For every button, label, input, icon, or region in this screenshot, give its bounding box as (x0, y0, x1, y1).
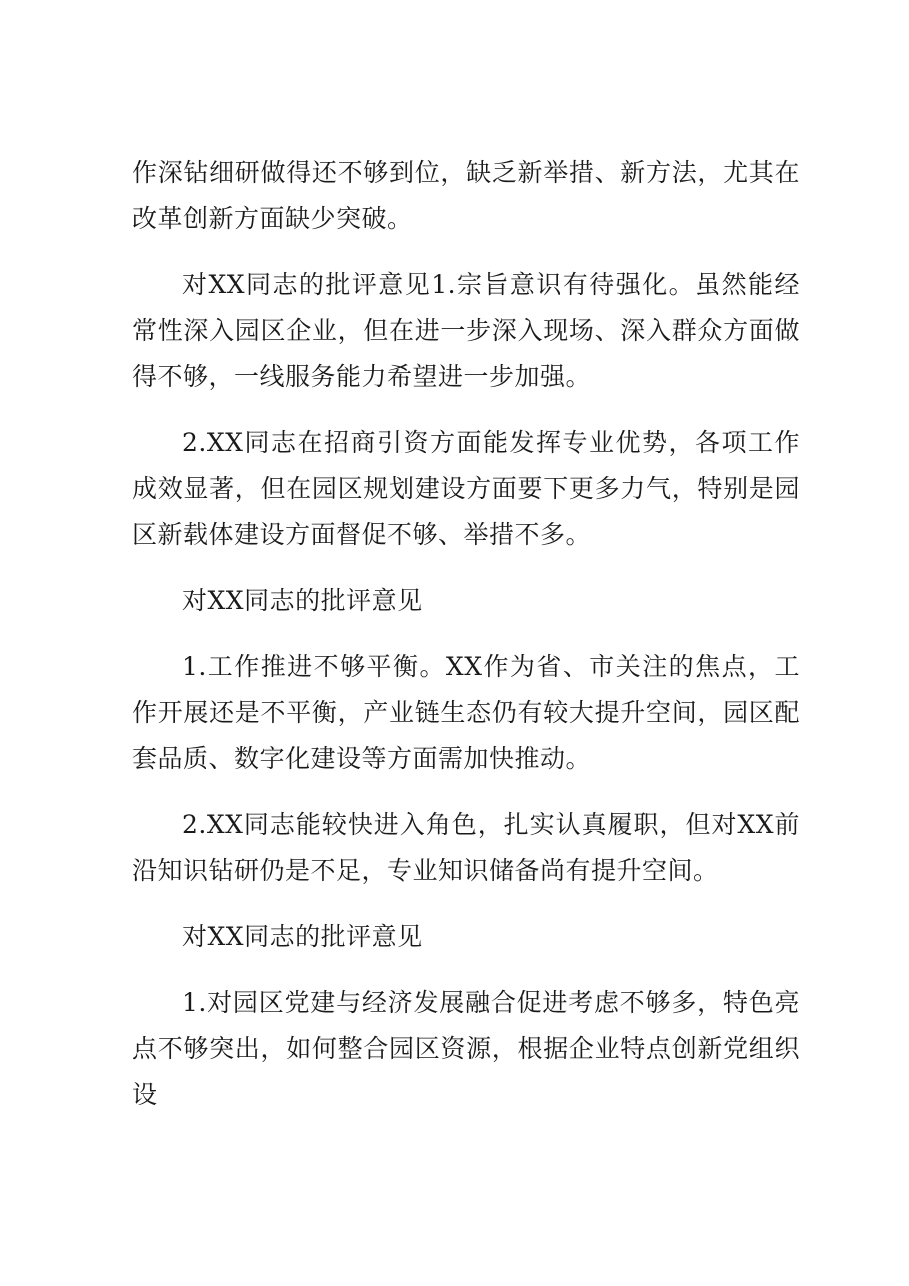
paragraph-4: 1.工作推进不够平衡。XX作为省、市关注的焦点，工作开展还是不平衡，产业链生态仍有较大提升空间，园区配套品质、数字化建设等方面需加快推动。 (132, 652, 800, 773)
paragraph-1: 作深钻细研做得还不够到位，缺乏新举措、新方法，尤其在改革创新方面缺少突破。 (132, 158, 800, 233)
paragraph-5: 2.XX同志能较快进入角色，扎实认真履职，但对XX前沿知识钻研仍是不足，专业知识储备尚有提升空间。 (132, 810, 800, 885)
paragraph-3: 2.XX同志在招商引资方面能发挥专业优势，各项工作成效显著，但在园区规划建设方面要下更多力气，特别是园区新载体建设方面督促不够、举措不多。 (132, 428, 800, 549)
paragraph-6: 1.对园区党建与经济发展融合促进考虑不够多，特色亮点不够突出，如何整合园区资源，根据企业特点创新党组织设 (132, 988, 800, 1109)
document-body (132, 150, 800, 1138)
paragraph-2: 对XX同志的批评意见1.宗旨意识有待强化。虽然能经常性深入园区企业，但在进一步深入现场、深入群众方面做得不够，一线服务能力希望进一步加强。 (132, 270, 800, 391)
section-heading-1: 对XX同志的批评意见 (182, 586, 423, 615)
section-heading-2: 对XX同志的批评意见 (182, 922, 423, 951)
